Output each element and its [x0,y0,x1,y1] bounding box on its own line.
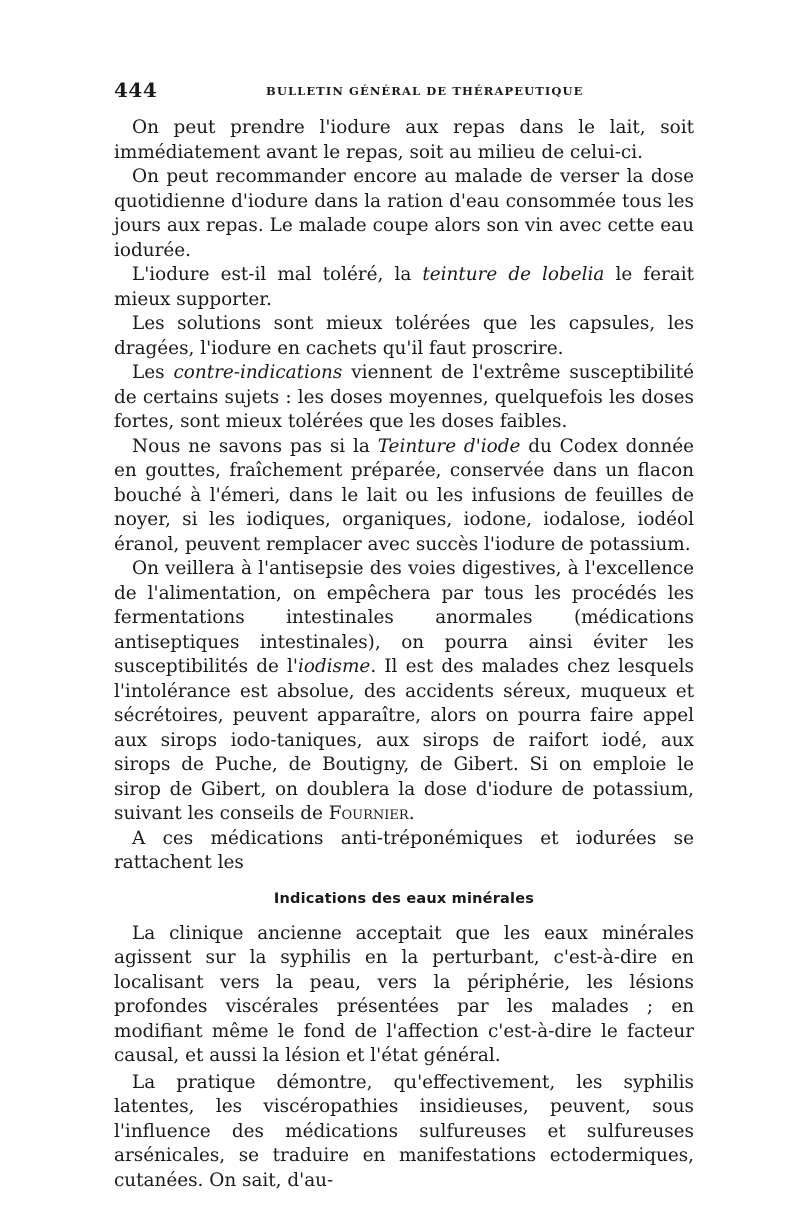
paragraph-10: La pratique démontre, qu'effectivement, les syphilis latentes, les viscéropathies insidieuses, peuvent, sous l'influence des médications sulfureuses et sulfureuses arsénicales, se traduire en manifestations ectodermiques, cutanées. On sait, d'au- [114,1071,694,1191]
paragraph-3: L'iodure est-il mal toléré, la teinture de lobelia le ferait mieux supporter. [114,264,694,310]
paragraph-5: Les contre-indications viennent de l'extrême susceptibilité de certains sujets : les doses moyennes, quelquefois les doses fortes, sont mieux tolérées que les doses faibles. [114,362,694,432]
paragraph-1: On peut prendre l'iodure aux repas dans le lait, soit immédiatement avant le repas, soit au milieu de celui-ci. [114,117,694,163]
paragraph-6: Nous ne savons pas si la Teinture d'iode du Codex donnée en gouttes, fraîchement préparée, conservée dans un flacon bouché à l'émeri, dans le lait ou les infusions de feuilles de noyer, si les iodiques, organiques, iodone, iodalose, iodéol éranol, peuvent remplacer avec succès l'iodure de potassium. [114,435,694,555]
document-page [114,78,694,1193]
italic-term: iodisme [297,656,371,677]
section-heading: Indications des eaux minérales [273,890,535,907]
paragraph-9: La clinique ancienne acceptait que les eaux minérales agissent sur la syphilis en la perturbant, c'est-à-dire en localisant vers la peau, vers la périphérie, les lésions profondes viscérales présentées par les malades ; en modifiant même le fond de l'affection c'est-à-dire le facteur causal, et aussi la lésion et l'état général. [114,922,694,1066]
page-number: 444 [114,78,158,102]
running-title: BULLETIN GÉNÉRAL DE THÉRAPEUTIQUE [266,84,584,98]
page-header [114,78,694,104]
italic-term: contre-indications [173,362,343,383]
paragraph-4: Les solutions sont mieux tolérées que les capsules, les dragées, l'iodure en cachets qu'il faut proscrire. [114,313,694,359]
author-name: Fournier [328,803,409,824]
paragraph-7: On veillera à l'antisepsie des voies digestives, à l'excellence de l'alimentation, on empêchera par tous les procédés les fermentations intestinales anormales (médications antiseptiques intestinales), on pourra ainsi éviter les susceptibilités de l'iodisme. Il est des malades chez lesquels l'intolérance est absolue, des accidents séreux, muqueux et sécrétoires, peuvent apparaître, alors on pourra faire appel aux sirops iodo-taniques, aux sirops de raifort iodé, aux sirops de Puche, de Boutigny, de Gibert. Si on emploie le sirop de Gibert, on doublera la dose d'iodure de potassium, suivant les conseils de Fournier. [114,558,694,824]
paragraph-2: On peut recommander encore au malade de verser la dose quotidienne d'iodure dans la ration d'eau consommée tous les jours aux repas. Le malade coupe alors son vin avec cette eau iodurée. [114,166,694,261]
italic-term: teinture de lobelia [422,264,605,285]
paragraph-8: A ces médications anti-tréponémiques et iodurées se rattachent les [114,827,694,873]
italic-term: Teinture d'iode [377,435,521,457]
